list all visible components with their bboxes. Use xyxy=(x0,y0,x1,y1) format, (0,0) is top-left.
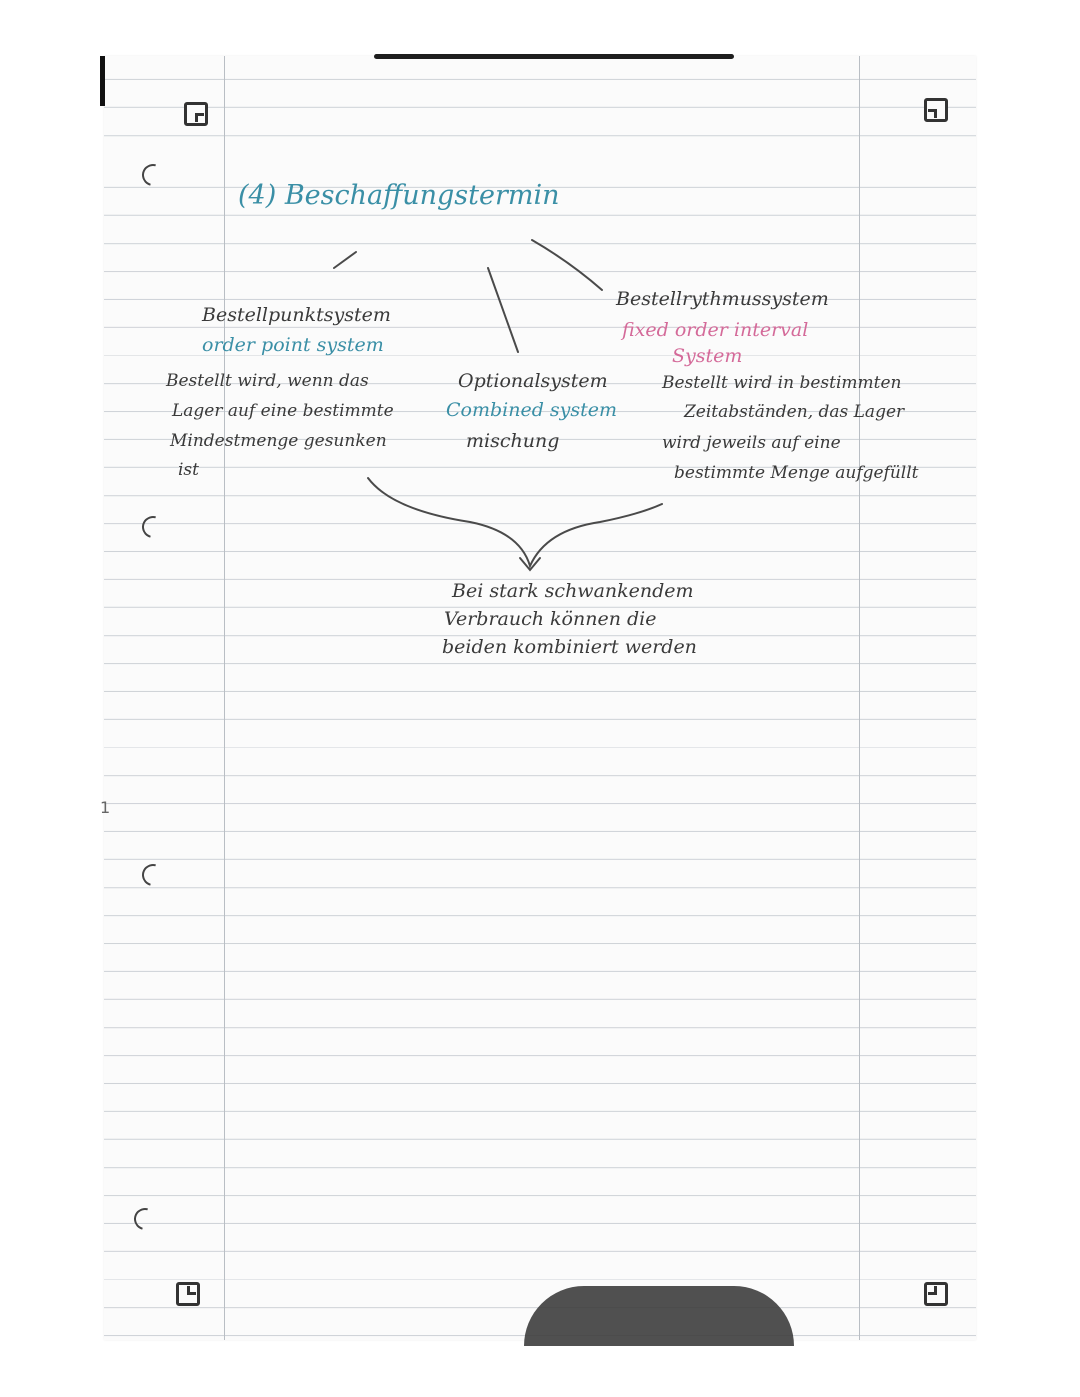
branch-stroke-right xyxy=(532,240,602,290)
middle-branch-subtitle: Combined system xyxy=(446,399,618,421)
right-branch-line: Bestellt wird in bestimmten xyxy=(662,373,902,393)
left-branch-line: Lager auf eine bestimmte xyxy=(172,401,394,421)
left-branch-line: Mindestmenge gesunken xyxy=(170,431,387,451)
conclusion-line: beiden kombiniert werden xyxy=(442,636,697,658)
right-branch-subtitle: fixed order interval xyxy=(622,319,809,341)
left-branch-line: ist xyxy=(178,460,199,480)
branch-stroke-middle xyxy=(488,268,518,352)
middle-branch-title: Optionalsystem xyxy=(458,370,608,392)
left-branch-line: Bestellt wird, wenn das xyxy=(166,371,369,391)
middle-branch-note: mischung xyxy=(466,430,560,452)
conclusion-line: Verbrauch können die xyxy=(444,608,657,630)
section-heading: (4) Beschaffungstermin xyxy=(238,180,560,211)
right-branch-line: bestimmte Menge aufgefüllt xyxy=(674,463,919,483)
right-branch-line: Zeitabständen, das Lager xyxy=(684,402,905,422)
left-branch-title: Bestellpunktsystem xyxy=(202,304,391,326)
merge-brace xyxy=(368,478,662,566)
right-branch-subtitle: System xyxy=(672,345,743,367)
branch-stroke-left xyxy=(334,252,356,268)
left-branch-subtitle: order point system xyxy=(202,334,384,356)
margin-mark: 1 xyxy=(100,798,111,817)
right-branch-title: Bestellrythmussystem xyxy=(616,288,829,310)
right-branch-line: wird jeweils auf eine xyxy=(662,433,841,453)
conclusion-line: Bei stark schwankendem xyxy=(452,580,694,602)
